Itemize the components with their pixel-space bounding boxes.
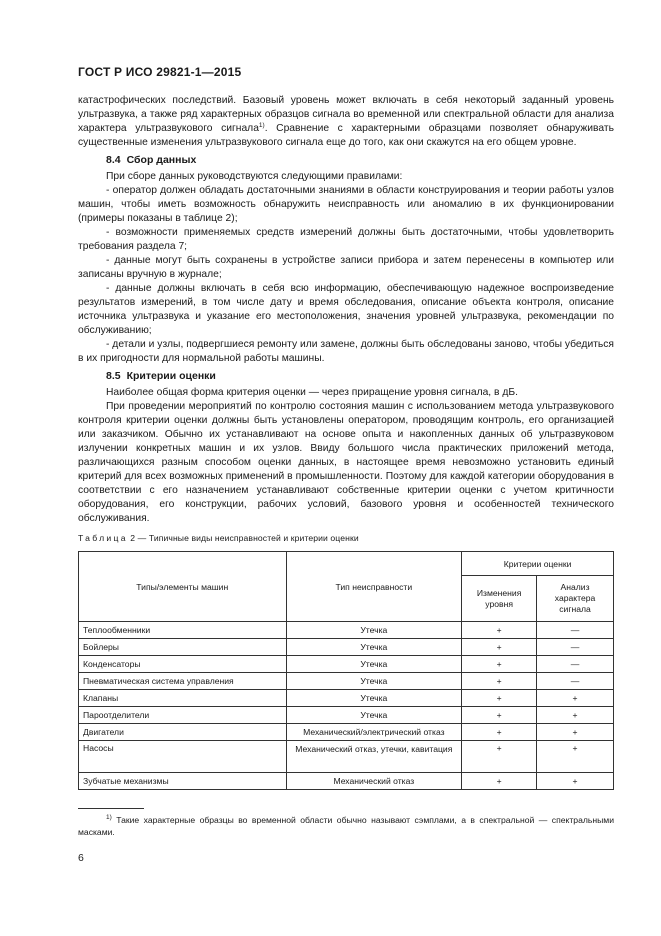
cell-level: + — [462, 673, 537, 690]
cell-machine: Бойлеры — [79, 639, 287, 656]
footnote-divider — [78, 808, 144, 809]
section-8-4-heading — [78, 153, 614, 167]
footnote-text: Такие характерные образцы во временной области обычно называют сэмплами, а в спектральной — спектральными масками. — [78, 815, 614, 837]
list-item: - возможности применяемых средств измерений должны быть достаточными, чтобы удовлетворить требования раздела 7; — [78, 227, 614, 252]
header-machine-types: Типы/элементы машин — [79, 552, 287, 622]
table-caption-word: Таблица — [78, 533, 128, 543]
header-criteria: Критерии оценки — [462, 552, 614, 576]
table-row — [79, 773, 614, 790]
cell-machine: Двигатели — [79, 724, 287, 741]
cell-character: — — [537, 622, 614, 639]
cell-level: + — [462, 656, 537, 673]
table-caption-text: 2 — Типичные виды неисправностей и критерии оценки — [130, 533, 359, 543]
table-row — [79, 724, 614, 741]
section-title: Критерии оценки — [126, 370, 216, 382]
section-8-4-lead: При сборе данных руководствуются следующими правилами: — [106, 171, 403, 182]
cell-fault: Утечка — [286, 656, 462, 673]
intro-text: катастрофических последствий. Базовый уровень может включать в себя некоторый заданный уровень ультразвука, а также ряд характерных образцов сигнала во временной или спектральной области для анализа характера ультразвукового сигнала — [78, 95, 614, 134]
cell-fault: Механический отказ — [286, 773, 462, 790]
cell-fault: Механический/электрический отказ — [286, 724, 462, 741]
section-title: Сбор данных — [126, 154, 197, 166]
header-signal-analysis: Анализ характера сигнала — [537, 576, 614, 622]
cell-machine: Насосы — [79, 741, 287, 773]
cell-fault: Утечка — [286, 639, 462, 656]
cell-fault: Утечка — [286, 707, 462, 724]
table-caption — [78, 533, 359, 543]
cell-machine: Зубчатые механизмы — [79, 773, 287, 790]
cell-machine: Пневматическая система управления — [79, 673, 287, 690]
table-row — [79, 639, 614, 656]
section-8-5-heading — [78, 369, 614, 383]
cell-character: — — [537, 656, 614, 673]
cell-fault: Утечка — [286, 622, 462, 639]
list-item: - данные могут быть сохранены в устройстве записи прибора и затем перенесены в компьютер или записаны вручную в журнале; — [78, 255, 614, 280]
cell-fault: Утечка — [286, 690, 462, 707]
cell-character: — — [537, 639, 614, 656]
list-item: - детали и узлы, подвергшиеся ремонту или замене, должны быть обследованы заново, чтобы убедиться в их пригодности для нормальной работы машины. — [78, 339, 614, 364]
intro-text-tail: . Сравнение с характерными образцами позволяет обнаруживать существенные изменения ультразвукового сигнала еще до того, как они скажутся на его общем уровне. — [78, 123, 614, 148]
cell-level: + — [462, 741, 537, 773]
cell-character: — — [537, 673, 614, 690]
cell-level: + — [462, 622, 537, 639]
paragraph: При проведении мероприятий по контролю состояния машин с использованием метода ультразвукового контроля критерии оценки должны быть установлены оператором, проводящим контроль, его организацией или заказчиком. Обычно их устанавливают на основе опыта и накопленных данных об ультразвуковом излучении конкретных машин и их узлов. Ввиду большого числа практических приложений метода, различающихся разным способом оценки данных, в настоящее время невозможно установить единый критерий для всех возможных применений в промышленности. Поэтому для каждой категории оборудования в соответствии с его назначением устанавливают собственные критерии оценки с учетом критичности оборудования, его конструкции, рабочих условий, базового уровня и особенностей технического обслуживания. — [78, 401, 614, 524]
section-number: 8.5 — [106, 370, 121, 382]
list-item: - данные должны включать в себя всю информацию, обеспечивающую надежное воспроизведение результатов измерений, в том числе дату и время обследования, описание объекта контроля, описание источника ультразвука и указание его местоположения, значения уровней ультразвука, рекомендации по обслуживанию; — [78, 283, 614, 336]
cell-fault: Утечка — [286, 673, 462, 690]
footnote-mark: 1) — [106, 814, 112, 821]
header-level-change: Изменения уровня — [462, 576, 537, 622]
document-header: ГОСТ Р ИСО 29821-1—2015 — [78, 65, 242, 79]
table-row — [79, 673, 614, 690]
cell-machine: Пароотделители — [79, 707, 287, 724]
cell-character: + — [537, 724, 614, 741]
cell-level: + — [462, 690, 537, 707]
cell-level: + — [462, 773, 537, 790]
page-number: 6 — [78, 852, 84, 864]
header-fault-type: Тип неисправности — [286, 552, 462, 622]
table-row — [79, 656, 614, 673]
table-row — [79, 707, 614, 724]
section-number: 8.4 — [106, 154, 121, 166]
faults-table — [78, 551, 614, 790]
cell-machine: Клапаны — [79, 690, 287, 707]
cell-character: + — [537, 707, 614, 724]
cell-character: + — [537, 741, 614, 773]
table-row — [79, 622, 614, 639]
cell-character: + — [537, 773, 614, 790]
cell-fault: Механический отказ, утечки, кавитация — [286, 741, 462, 773]
table-row — [79, 690, 614, 707]
paragraph: Наиболее общая форма критерия оценки — через приращение уровня сигнала, в дБ. — [106, 387, 518, 398]
intro-paragraph — [78, 94, 614, 150]
cell-level: + — [462, 639, 537, 656]
cell-machine: Теплообменники — [79, 622, 287, 639]
cell-level: + — [462, 707, 537, 724]
cell-character: + — [537, 690, 614, 707]
cell-level: + — [462, 724, 537, 741]
body-text-block — [78, 94, 614, 526]
table-row — [79, 741, 614, 773]
footnote — [78, 814, 614, 838]
footnote-reference: 1) — [258, 122, 265, 129]
cell-machine: Конденсаторы — [79, 656, 287, 673]
list-item: - оператор должен обладать достаточными знаниями в области конструирования и теории работы узлов машин, чтобы иметь возможность обнаружить неисправность или аномалию в их функционировании (примеры показаны в таблице 2); — [78, 185, 614, 224]
